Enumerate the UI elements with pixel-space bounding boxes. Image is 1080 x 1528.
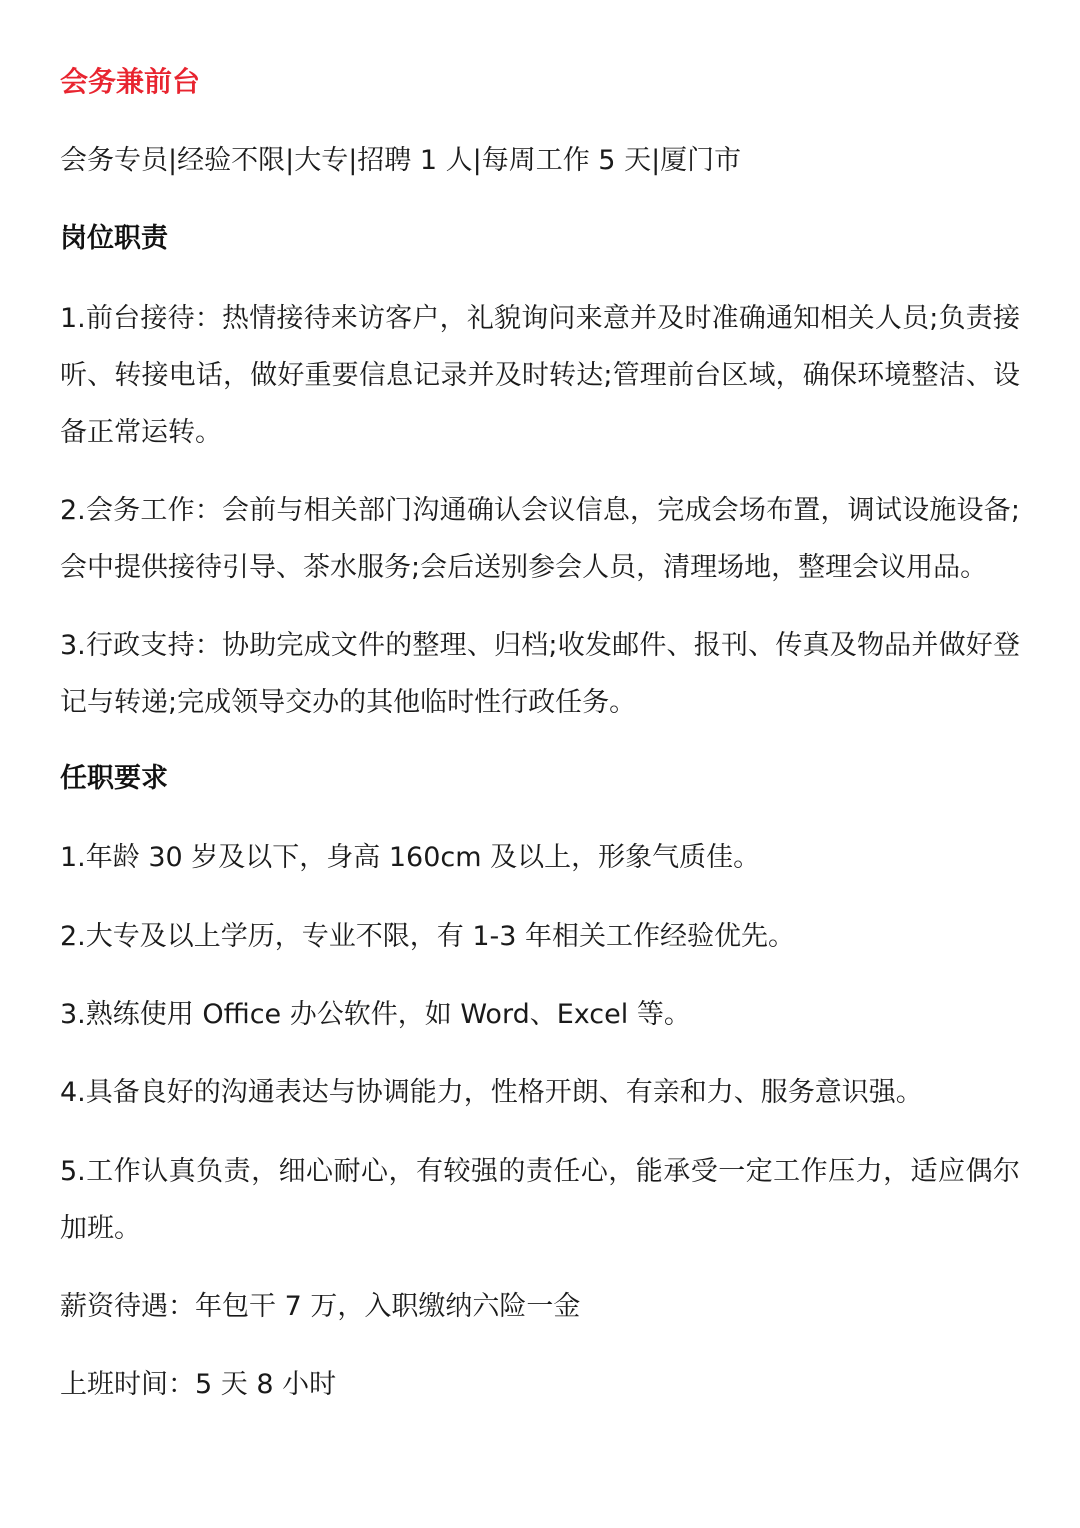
duty-item-2: 2.会务工作：会前与相关部门沟通确认会议信息，完成会场布置，调试设施设备;会中提供接待引导、茶水服务;会后送别参会人员，清理场地，整理会议用品。 <box>60 495 1020 583</box>
duty-item-3: 3.行政支持：协助完成文件的整理、归档;收发邮件、报刊、传真及物品并做好登记与转递;完成领导交办的其他临时性行政任务。 <box>60 630 1020 718</box>
duties-heading: 岗位职责 <box>60 223 168 254</box>
requirement-item-4: 4.具备良好的沟通表达与协调能力，性格开朗、有亲和力、服务意识强。 <box>60 1077 923 1108</box>
requirements-heading: 任职要求 <box>60 763 168 794</box>
job-meta-line: 会务专员|经验不限|大专|招聘 1 人|每周工作 5 天|厦门市 <box>60 145 742 176</box>
salary-line: 薪资待遇：年包干 7 万，入职缴纳六险一金 <box>60 1291 581 1322</box>
requirement-item-3: 3.熟练使用 Office 办公软件，如 Word、Excel 等。 <box>60 999 691 1030</box>
requirement-item-1: 1.年龄 30 岁及以下，身高 160cm 及以上，形象气质佳。 <box>60 842 761 873</box>
requirement-item-5: 5.工作认真负责，细心耐心，有较强的责任心，能承受一定工作压力，适应偶尔加班。 <box>60 1156 1020 1244</box>
requirement-item-2: 2.大专及以上学历，专业不限，有 1-3 年相关工作经验优先。 <box>60 921 796 952</box>
job-title: 会务兼前台 <box>60 65 201 98</box>
work-hours-line: 上班时间：5 天 8 小时 <box>60 1369 337 1400</box>
duty-item-1: 1.前台接待：热情接待来访客户，礼貌询问来意并及时准确通知相关人员;负责接听、转接电话，做好重要信息记录并及时转达;管理前台区域，确保环境整洁、设备正常运转。 <box>60 303 1020 448</box>
